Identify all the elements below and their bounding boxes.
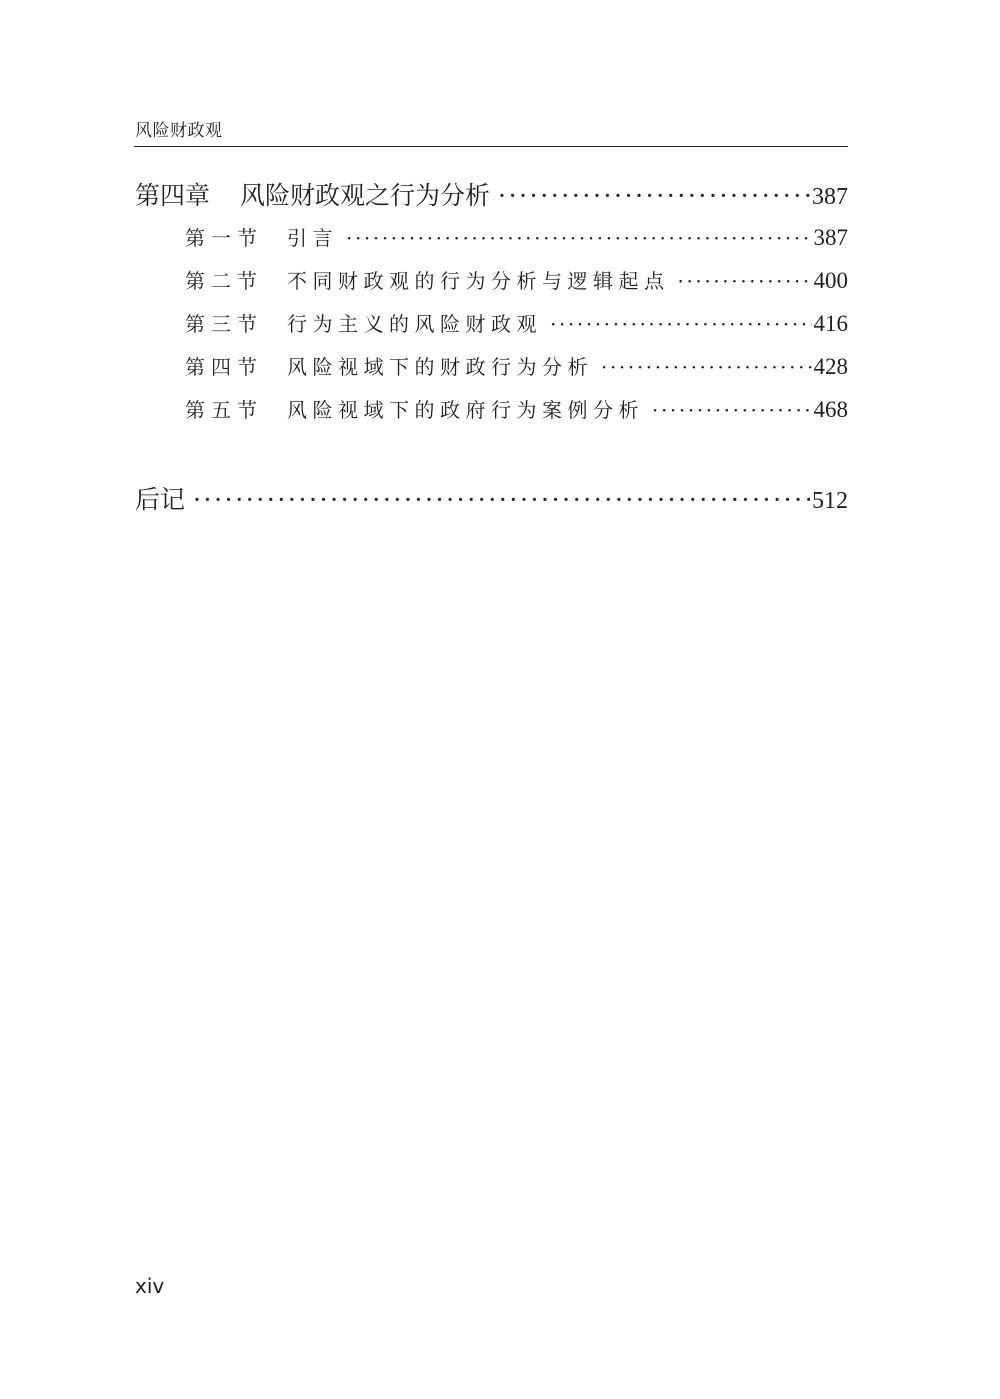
section-title: 引言 bbox=[287, 226, 338, 250]
section-title: 不同财政观的行为分析与逻辑起点 bbox=[287, 269, 670, 293]
section-title: 风险视域下的财政行为分析 bbox=[287, 355, 593, 379]
toc-section-entry[interactable] bbox=[185, 308, 848, 337]
toc-section-entry[interactable] bbox=[185, 394, 848, 423]
afterword-page-number: 512 bbox=[812, 488, 848, 514]
afterword-title: 后记 bbox=[135, 485, 186, 514]
dot-leader bbox=[550, 312, 812, 336]
section-label: 第四节 bbox=[185, 355, 263, 379]
chapter-page-number: 387 bbox=[812, 184, 848, 210]
dot-leader bbox=[601, 355, 812, 379]
chapter-title: 风险财政观之行为分析 bbox=[240, 181, 491, 210]
section-page-number: 416 bbox=[813, 311, 848, 336]
page-folio: xiv bbox=[135, 1274, 165, 1298]
section-title: 风险视域下的政府行为案例分析 bbox=[287, 398, 644, 422]
dot-leader bbox=[498, 181, 810, 210]
section-label: 第一节 bbox=[185, 226, 263, 250]
dot-leader bbox=[652, 398, 812, 422]
section-label: 第二节 bbox=[185, 269, 263, 293]
running-header: 风险财政观 bbox=[135, 121, 223, 141]
section-page-number: 400 bbox=[813, 268, 848, 293]
section-page-number: 468 bbox=[813, 397, 848, 422]
toc-section-entry[interactable] bbox=[185, 265, 848, 294]
dot-leader bbox=[193, 485, 810, 514]
chapter-label: 第四章 bbox=[135, 181, 211, 210]
toc-afterword-entry[interactable] bbox=[135, 480, 848, 516]
toc-section-entry[interactable] bbox=[185, 222, 848, 251]
toc-chapter-entry[interactable] bbox=[135, 176, 848, 212]
section-label: 第五节 bbox=[185, 398, 263, 422]
section-label: 第三节 bbox=[185, 312, 263, 336]
dot-leader bbox=[678, 269, 812, 293]
section-page-number: 428 bbox=[813, 354, 848, 379]
section-page-number: 387 bbox=[813, 225, 848, 250]
section-title: 行为主义的风险财政观 bbox=[287, 312, 542, 336]
toc-section-entry[interactable] bbox=[185, 351, 848, 380]
dot-leader bbox=[346, 226, 812, 250]
